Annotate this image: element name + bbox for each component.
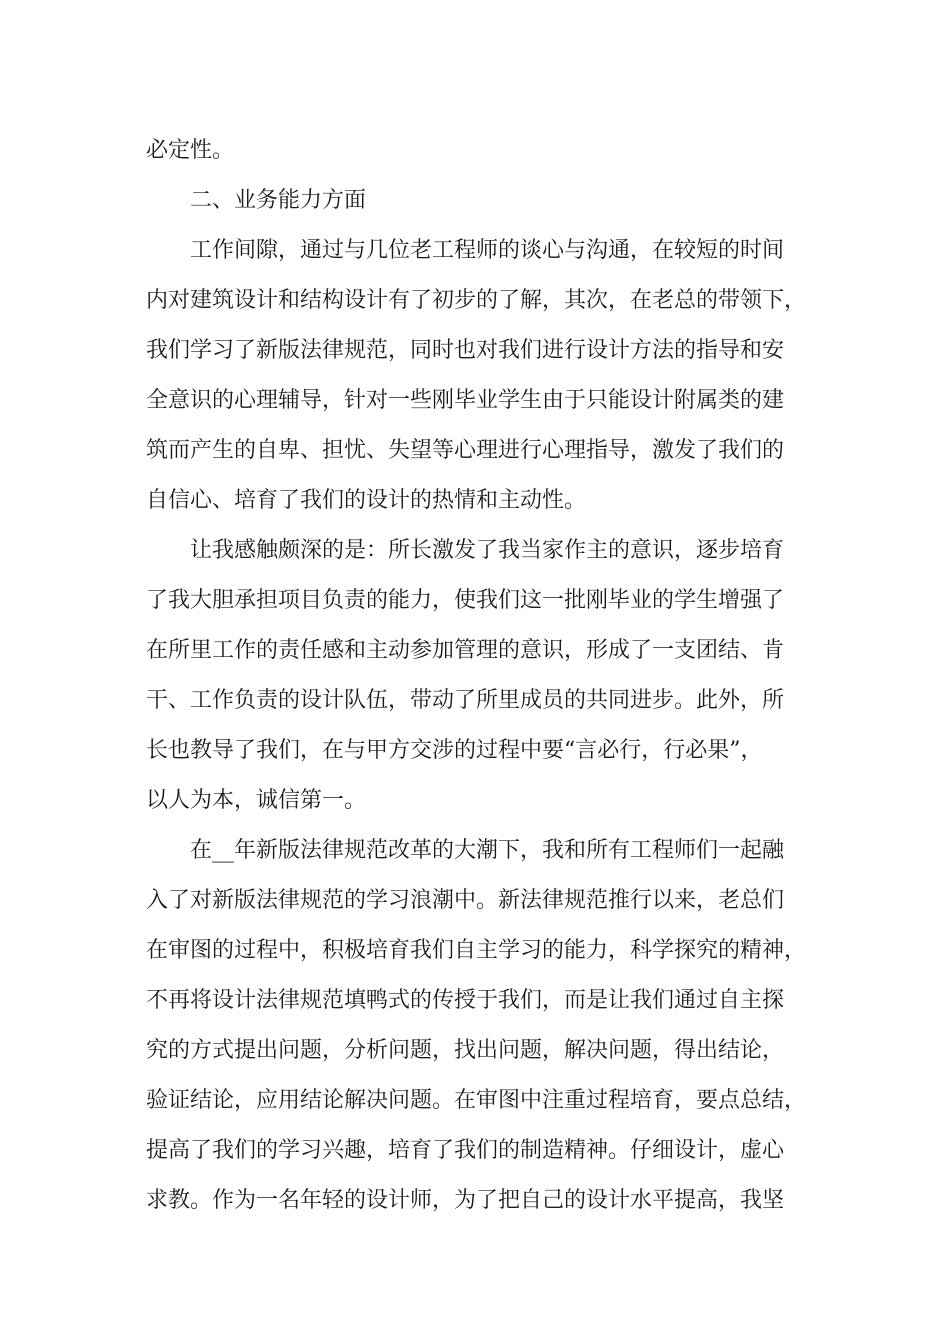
body-text-line: 在__年新版法律规范改革的大潮下，我和所有工程师们一起融	[190, 838, 785, 863]
body-text-line: 全意识的心理辅导，针对一些刚毕业学生由于只能设计附属类的建	[146, 388, 785, 413]
body-text-line: 了我大胆承担项目负责的能力，使我们这一批刚毕业的学生增强了	[146, 588, 785, 613]
body-text-line: 提高了我们的学习兴趣，培育了我们的制造精神。仔细设计，虚心	[146, 1138, 785, 1163]
body-text-line: 在所里工作的责任感和主动参加管理的意识，形成了一支团结、肯	[146, 638, 785, 663]
body-text-line: 自信心、培育了我们的设计的热情和主动性。	[146, 488, 587, 513]
body-text-line: 求教。作为一名年轻的设计师，为了把自己的设计水平提高，我坚	[146, 1188, 785, 1213]
body-text-line: 以人为本，诚信第一。	[146, 788, 367, 813]
body-text-line: 我们学习了新版法律规范，同时也对我们进行设计方法的指导和安	[146, 338, 785, 363]
body-text-line: 工作间隙，通过与几位老工程师的谈心与沟通，在较短的时间	[190, 238, 785, 263]
body-text-line: 让我感触颇深的是：所长激发了我当家作主的意识，逐步培育	[190, 538, 785, 563]
body-text-line: 验证结论，应用结论解决问题。在审图中注重过程培育，要点总结，	[146, 1088, 807, 1113]
body-text-line: 究的方式提出问题，分析问题，找出问题，解决问题，得出结论，	[146, 1038, 785, 1063]
body-text-line: 内对建筑设计和结构设计有了初步的了解，其次，在老总的带领下，	[146, 288, 807, 313]
section-heading: 二、业务能力方面	[190, 188, 367, 213]
body-text-line: 必定性。	[146, 138, 235, 163]
body-text-line: 干、工作负责的设计队伍，带动了所里成员的共同进步。此外，所	[146, 688, 785, 713]
body-text-line: 筑而产生的自卑、担忧、失望等心理进行心理指导，激发了我们的	[146, 438, 785, 463]
body-text-line: 在审图的过程中，积极培育我们自主学习的能力，科学探究的精神，	[146, 938, 807, 963]
body-text-line: 入了对新版法律规范的学习浪潮中。新法律规范推行以来，老总们	[146, 888, 785, 913]
body-text-line: 不再将设计法律规范填鸭式的传授于我们，而是让我们通过自主探	[146, 988, 785, 1013]
body-text-line: 长也教导了我们，在与甲方交涉的过程中要“言必行，行必果”，	[146, 738, 763, 763]
